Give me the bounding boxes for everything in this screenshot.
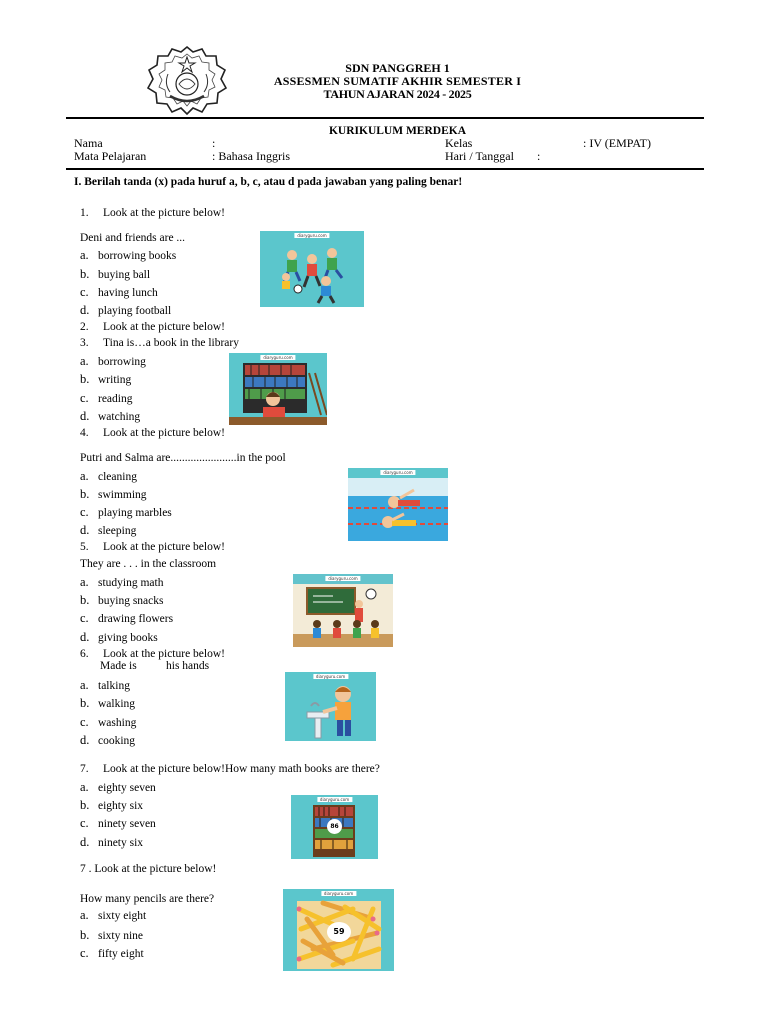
option-text: buying snacks xyxy=(98,595,164,607)
option-letter: b. xyxy=(80,267,90,281)
option-letter: a. xyxy=(80,248,89,262)
option-text: borrowing books xyxy=(98,250,177,262)
watermark: diaryguru.com xyxy=(321,891,356,896)
prompt-text: Look at the picture below! xyxy=(103,541,225,553)
classroom-picture xyxy=(293,574,393,647)
question-3-option-a[interactable] xyxy=(80,354,146,369)
question-7-option-d[interactable] xyxy=(80,835,143,850)
question-8-option-b[interactable] xyxy=(80,928,143,943)
option-letter: a. xyxy=(80,469,89,483)
watermark: diaryguru.com xyxy=(317,797,352,802)
question-6-option-c[interactable] xyxy=(80,715,136,730)
swimming-picture xyxy=(348,468,448,541)
prompt-text: Tina is…a book in the library xyxy=(103,337,239,349)
option-text: giving books xyxy=(98,632,158,644)
prompt-text: Look at the picture below! xyxy=(103,648,225,660)
mapel-label: Mata Pelajaran xyxy=(74,149,147,163)
option-text: cooking xyxy=(98,735,136,747)
question-number: 1. xyxy=(80,207,89,219)
option-letter: c. xyxy=(80,505,89,519)
pencil-count-badge: 59 xyxy=(327,922,351,942)
option-letter: a. xyxy=(80,678,89,692)
option-text: ninety six xyxy=(98,837,144,849)
question-1-option-a[interactable] xyxy=(80,248,176,263)
girls-swimming-icon xyxy=(348,468,448,541)
option-text: talking xyxy=(98,680,130,692)
question-3-option-b[interactable] xyxy=(80,372,131,387)
hari-label: Hari / Tanggal xyxy=(445,149,514,163)
question-7-prompt xyxy=(80,762,380,776)
question-8-stem: How many pencils are there? xyxy=(80,893,215,905)
question-3-option-d[interactable] xyxy=(80,409,140,424)
question-1-prompt xyxy=(80,206,225,220)
question-6-stem-start: Made is xyxy=(100,660,137,672)
option-letter: d. xyxy=(80,303,90,317)
question-4-option-a[interactable] xyxy=(80,469,137,484)
question-2-prompt xyxy=(80,320,225,334)
option-text: playing marbles xyxy=(98,507,172,519)
question-5-stem: They are . . . in the classroom xyxy=(80,558,217,570)
question-7-option-c[interactable] xyxy=(80,816,156,831)
option-letter: a. xyxy=(80,354,89,368)
option-text: swimming xyxy=(98,489,147,501)
prompt-text: Look at the picture below! xyxy=(103,427,225,439)
question-1-option-c[interactable] xyxy=(80,285,158,300)
option-text: sixty eight xyxy=(98,910,147,922)
prompt-text: Look at the picture below! xyxy=(94,863,217,875)
prompt-text: Look at the picture below!How many math books are there? xyxy=(103,763,380,775)
school-year: TAHUN AJARAN 2024 - 2025 xyxy=(323,87,472,101)
option-letter: c. xyxy=(80,816,89,830)
boy-washing-hands-icon xyxy=(285,672,376,741)
question-6-stem-end: his hands xyxy=(166,660,210,672)
option-text: washing xyxy=(98,717,137,729)
option-letter: b. xyxy=(80,798,90,812)
nama-value: : xyxy=(212,136,216,150)
question-1-option-d[interactable] xyxy=(80,303,171,318)
option-text: playing football xyxy=(98,305,172,317)
question-5-prompt xyxy=(80,540,225,554)
option-letter: c. xyxy=(80,285,89,299)
option-letter: a. xyxy=(80,575,89,589)
girl-reading-in-library-icon xyxy=(229,353,327,425)
header-divider-bottom xyxy=(66,168,704,170)
option-letter: d. xyxy=(80,409,90,423)
question-number: 6. xyxy=(80,648,89,660)
question-6-option-b[interactable] xyxy=(80,696,135,711)
prompt-text: Look at the picture below! xyxy=(103,207,225,219)
question-5-option-a[interactable] xyxy=(80,575,164,590)
question-4-stem: Putri and Salma are.......................in the pool xyxy=(80,452,286,464)
option-letter: b. xyxy=(80,928,90,942)
question-number: 2. xyxy=(80,321,89,333)
school-name: SDN PANGGREH 1 xyxy=(345,61,450,75)
bookshelf-picture xyxy=(291,795,378,859)
option-text: ninety seven xyxy=(98,818,156,830)
option-text: drawing flowers xyxy=(98,613,174,625)
question-8-option-c[interactable] xyxy=(80,946,144,961)
option-letter: b. xyxy=(80,696,90,710)
question-number: 7. xyxy=(80,763,89,775)
option-letter: d. xyxy=(80,630,90,644)
option-letter: c. xyxy=(80,946,89,960)
option-text: having lunch xyxy=(98,287,158,299)
option-text: sixty nine xyxy=(98,930,144,942)
question-4-option-d[interactable] xyxy=(80,523,136,538)
pencils-picture xyxy=(283,889,394,971)
question-4-prompt xyxy=(80,426,225,440)
option-text: reading xyxy=(98,393,133,405)
curriculum-title: KURIKULUM MERDEKA xyxy=(328,125,467,137)
option-letter: c. xyxy=(80,715,89,729)
option-text: studying math xyxy=(98,577,164,589)
option-letter: c. xyxy=(80,391,89,405)
option-text: borrowing xyxy=(98,356,146,368)
question-1-stem: Deni and friends are ... xyxy=(80,232,186,244)
school-logo xyxy=(146,44,228,116)
option-text: watching xyxy=(98,411,141,423)
option-text: eighty seven xyxy=(98,782,156,794)
question-number: 7 . xyxy=(80,863,92,875)
prompt-text: Look at the picture below! xyxy=(103,321,225,333)
option-letter: d. xyxy=(80,733,90,747)
students-in-classroom-icon xyxy=(293,574,393,647)
question-5-option-b[interactable] xyxy=(80,593,163,608)
option-letter: b. xyxy=(80,593,90,607)
regency-seal-icon xyxy=(146,44,228,116)
question-8-prompt xyxy=(80,862,216,876)
mapel-value: : Bahasa Inggris xyxy=(212,149,290,163)
watermark: diaryguru.com xyxy=(325,576,360,581)
option-letter: b. xyxy=(80,487,90,501)
question-6-option-d[interactable] xyxy=(80,733,135,748)
nama-label: Nama xyxy=(74,136,103,150)
hari-value: : xyxy=(537,149,541,163)
book-count-badge: 86 xyxy=(327,819,342,834)
washing-hands-picture xyxy=(285,672,376,741)
option-letter: c. xyxy=(80,611,89,625)
option-text: writing xyxy=(98,374,132,386)
watermark: diaryguru.com xyxy=(313,674,348,679)
question-6-option-a[interactable] xyxy=(80,678,130,693)
question-5-option-c[interactable] xyxy=(80,611,173,626)
option-text: fifty eight xyxy=(98,948,144,960)
assessment-title: ASSESMEN SUMATIF AKHIR SEMESTER I xyxy=(273,74,522,88)
option-text: eighty six xyxy=(98,800,144,812)
question-number: 5. xyxy=(80,541,89,553)
option-letter: d. xyxy=(80,523,90,537)
section-instruction: I. Berilah tanda (x) pada huruf a, b, c, atau d pada jawaban yang paling benar! xyxy=(74,176,463,188)
question-5-option-d[interactable] xyxy=(80,630,158,645)
option-letter: a. xyxy=(80,780,89,794)
question-4-option-c[interactable] xyxy=(80,505,172,520)
watermark: diaryguru.com xyxy=(380,470,415,475)
question-4-option-b[interactable] xyxy=(80,487,147,502)
option-letter: b. xyxy=(80,372,90,386)
option-letter: a. xyxy=(80,908,89,922)
header-divider-top xyxy=(66,117,704,119)
question-1-option-b[interactable] xyxy=(80,267,150,282)
question-3-option-c[interactable] xyxy=(80,391,132,406)
option-text: cleaning xyxy=(98,471,137,483)
question-number: 4. xyxy=(80,427,89,439)
kids-playing-football-icon xyxy=(260,231,364,307)
question-8-option-a[interactable] xyxy=(80,908,146,923)
question-7-option-a[interactable] xyxy=(80,780,156,795)
kelas-label: Kelas xyxy=(445,136,473,150)
football-picture xyxy=(260,231,364,307)
option-letter: d. xyxy=(80,835,90,849)
option-text: walking xyxy=(98,698,136,710)
watermark: diaryguru.com xyxy=(260,355,295,360)
watermark: diaryguru.com xyxy=(294,233,329,238)
library-picture xyxy=(229,353,327,425)
question-7-option-b[interactable] xyxy=(80,798,143,813)
question-3-prompt xyxy=(80,336,239,350)
option-text: sleeping xyxy=(98,525,137,537)
kelas-value: : IV (EMPAT) xyxy=(583,136,652,150)
option-text: buying ball xyxy=(98,269,151,281)
question-number: 3. xyxy=(80,337,89,349)
